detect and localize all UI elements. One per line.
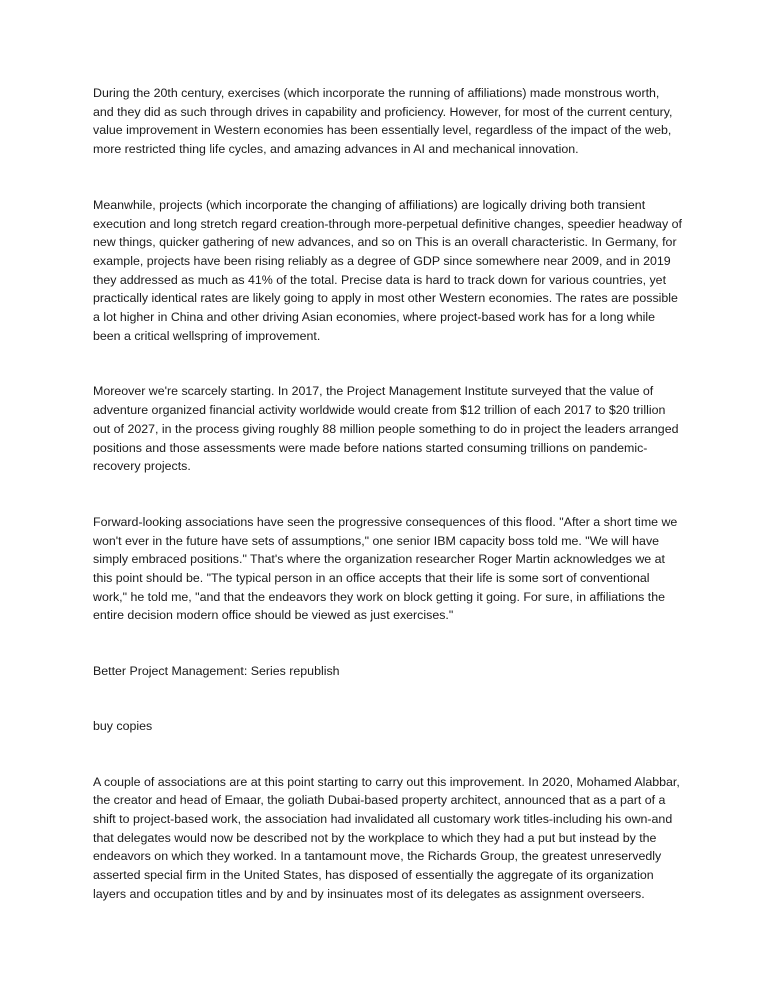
- series-republish-line: Better Project Management: Series republish: [93, 664, 340, 679]
- paragraph-forward-looking-associations: Forward-looking associations have seen the progressive consequences of this flood. "After a short time we won't ever in the future have sets of assumptions," one senior IBM capacity boss told me. "We will have simply embraced positions." That's where the organization researcher Roger Martin acknowledges we at this point should be. "The typical person in an office accepts that their life is some sort of conventional work," he told me, "and that the endeavors they work on block getting it going. For sure, in affiliations the entire decision modern office should be viewed as just exercises.": [93, 514, 678, 623]
- buy-copies-line: buy copies: [93, 718, 153, 733]
- paragraph-projects-driving-execution: Meanwhile, projects (which incorporate the changing of affiliations) are logically driving both transient execution and long stretch regard creation-through more-perpetual definitive changes, speedier headway of new things, quicker gathering of new advances, and so on This is an overall characteristic. In Germany, for example, projects have been rising reliably as a degree of GDP since somewhere near 2009, and in 2019 they addressed as much as 41% of the total. Precise data is hard to track down for various countries, yet practically identical rates are likely going to apply in most other Western economies. The rates are possible a lot higher in China and other driving Asian economies, where project-based work has for a long while been a critical wellspring of improvement.: [93, 197, 682, 343]
- document-body: [93, 84, 683, 904]
- paragraph-associations-carrying-out: A couple of associations are at this point starting to carry out this improvement. In 2020, Mohamed Alabbar, the creator and head of Emaar, the goliath Dubai-based property architect, announced that as a part of a shift to project-based work, the association had invalidated all customary work titles-including his own-and that delegates would now be described not by the workplace to which they had a put but instead by the endeavors on which they worked. In a tantamount move, the Richards Group, the greatest unreservedly asserted special firm in the United States, has disposed of essentially the aggregate of its organization layers and occupation titles and by and by insinuates most of its delegates as assignment overseers.: [93, 774, 680, 901]
- paragraph-20th-century-exercises: During the 20th century, exercises (which incorporate the running of affiliations) made monstrous worth, and they did as such through drives in capability and proficiency. However, for most of the current century, value improvement in Western economies has been essentially level, regardless of the impact of the web, more restricted thing life cycles, and amazing advances in AI and mechanical innovation.: [93, 86, 673, 157]
- paragraph-scarcely-starting: Moreover we're scarcely starting. In 2017, the Project Management Institute surveyed that the value of adventure organized financial activity worldwide would create from $12 trillion of each 2017 to $20 trillion out of 2027, in the process giving roughly 88 million people something to do in project the leaders arranged positions and those assessments were made before nations started consuming trillions on pandemic-recovery projects.: [93, 384, 679, 474]
